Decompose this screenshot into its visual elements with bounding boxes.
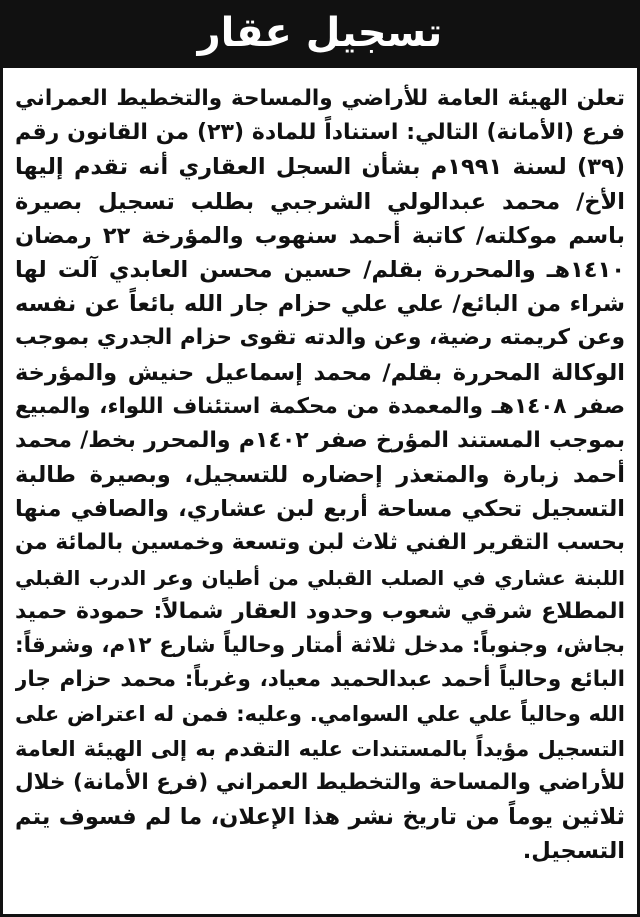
- notice-line: الأخ/ محمد عبدالولي الشرجبي بطلب تسجيل بصيرة: [15, 188, 625, 215]
- notice-line: التسجيل مؤيداً بالمستندات عليه التقدم به إلى الهيئة العامة: [15, 736, 625, 761]
- notice-line: بجاش، وجنوباً: مدخل ثلاثة أمتار وحالياً شارع ١٢م، وشرقاً:: [15, 633, 625, 658]
- notice-line: أحمد زبارة والمتعذر إحضاره للتسجيل، وبصيرة طالبة: [15, 462, 625, 489]
- notice-line: تعلن الهيئة العامة للأراضي والمساحة والتخطيط العمراني: [15, 86, 625, 111]
- notice-line: ثلاثين يوماً من تاريخ نشر هذا الإعلان، ما لم فسوف يتم: [15, 803, 625, 830]
- notice-line: للأراضي والمساحة والتخطيط العمراني (فرع الأمانة) خلال: [15, 769, 625, 795]
- notice-line: (٣٩) لسنة ١٩٩١م بشأن السجل العقاري أنه تقدم إليها: [15, 154, 625, 181]
- notice-line: التسجيل تحكي مساحة أربع لبن عشاري، والصافي منها: [15, 496, 625, 523]
- notice-line: التسجيل.: [522, 838, 625, 865]
- notice-line: الوكالة المحررة بقلم/ محمد إسماعيل حنيش والمؤرخة: [15, 359, 625, 386]
- notice-line: فرع (الأمانة) التالي: استناداً للمادة (٢٣) من القانون رقم: [15, 120, 625, 146]
- notice-line: شراء من البائع/ علي علي حزام جار الله بائعاً عن نفسه: [15, 291, 625, 318]
- notice-line: صفر ١٤٠٨هـ والمعمدة من محكمة استئناف اللواء، والمبيع: [15, 393, 625, 419]
- notice-line: بحسب التقرير الفني ثلاث لبن وتسعة وخمسين بالمائة من: [15, 530, 625, 556]
- notice-line: وعن كريمته رضية، وعن والدته تقوى حزام الجدري بموجب: [15, 325, 625, 351]
- notice-body-frame: [0, 68, 640, 917]
- notice-title: تسجيل عقار: [197, 10, 443, 56]
- notice-line: اللبنة عشاري في الصلب القبلي من أطيان وعر الدرب القبلي: [15, 565, 625, 590]
- notice-body: [15, 82, 625, 868]
- title-bar: [0, 0, 640, 68]
- notice-line: بموجب المستند المؤرخ صفر ١٤٠٢م والمحرر بخط/ محمد: [15, 427, 625, 453]
- notice-line: باسم موكلته/ كاتبة أحمد سنهوب والمؤرخة ٢٢ رمضان: [15, 222, 625, 249]
- notice-line: المطلاع شرقي شعوب وحدود العقار شمالاً: حمودة حميد: [15, 598, 625, 624]
- notice-line: البائع وحالياً أحمد عبدالحميد معياد، وغرباً: محمد حزام جار: [15, 667, 625, 693]
- notice-line: الله وحالياً علي علي السوامي. وعليه: فمن له اعتراض على: [15, 702, 625, 727]
- notice-line: ١٤١٠هـ والمحررة بقلم/ حسين محسن العابدي آلت لها: [15, 256, 625, 283]
